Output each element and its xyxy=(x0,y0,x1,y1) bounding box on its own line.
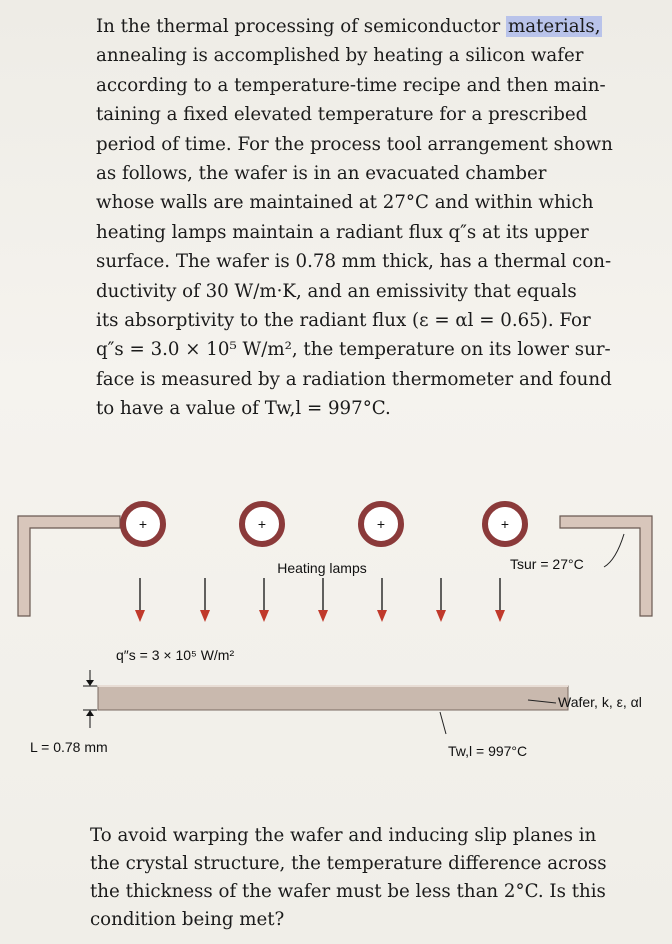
thickness-label: L = 0.78 mm xyxy=(30,739,108,755)
flux-arrowhead-2 xyxy=(200,610,210,622)
tsur-label: Tsur = 27°C xyxy=(510,556,584,572)
flux-arrowhead-3 xyxy=(259,610,269,622)
problem-line-7: whose walls are maintained at 27°C and within which xyxy=(96,192,594,214)
flux-label: q″s = 3 × 10⁵ W/m² xyxy=(116,647,235,663)
problem-line-1: In the thermal processing of semiconductor materials, xyxy=(96,16,601,37)
question-lines xyxy=(90,822,646,934)
lamp-plus-2: + xyxy=(257,516,267,532)
problem-line-11: its absorptivity to the radiant flux (ε = αl = 0.65). For xyxy=(96,310,591,332)
question-line-1: To avoid warping the wafer and inducing slip planes in xyxy=(90,825,597,846)
lamp-plus-4: + xyxy=(500,516,510,532)
question-statement xyxy=(90,822,646,934)
question-line-3: the thickness of the wafer must be less than 2°C. Is this xyxy=(90,881,606,902)
problem-line-5: period of time. For the process tool arrangement shown xyxy=(96,133,613,155)
problem-line-13: face is measured by a radiation thermometer and found xyxy=(96,368,612,390)
twl-label: Tw,l = 997°C xyxy=(448,743,528,759)
flux-arrowhead-6 xyxy=(436,610,446,622)
problem-line-14: to have a value of Tw,l = 997°C. xyxy=(96,398,391,420)
problem-line-8: heating lamps maintain a radiant flux q″s at its upper xyxy=(96,221,589,243)
problem-line-6: as follows, the wafer is in an evacuated chamber xyxy=(96,163,547,185)
question-line-2: the crystal structure, the temperature difference across xyxy=(90,853,607,874)
problem-line-2: annealing is accomplished by heating a silicon wafer xyxy=(96,45,584,67)
problem-line-10: ductivity of 30 W/m·K, and an emissivity that equals xyxy=(96,280,577,302)
twl-leader-line xyxy=(440,712,446,734)
selected-text-highlight[interactable]: materials, xyxy=(508,16,601,37)
flux-arrowhead-1 xyxy=(135,610,145,622)
chamber-wall-left xyxy=(18,516,120,616)
question-line-4: condition being met? xyxy=(90,909,285,930)
silicon-wafer xyxy=(98,686,568,710)
tsur-leader-line xyxy=(604,534,624,567)
problem-line-4: taining a fixed elevated temperature for a prescribed xyxy=(96,104,588,126)
flux-arrowhead-4 xyxy=(318,610,328,622)
lamp-plus-3: + xyxy=(376,516,386,532)
flux-arrowhead-5 xyxy=(377,610,387,622)
wafer-label: Wafer, k, ε, αl xyxy=(558,694,642,710)
lamp-plus-1: + xyxy=(138,516,148,532)
heating-lamps-label: Heating lamps xyxy=(277,560,367,576)
flux-arrowhead-7 xyxy=(495,610,505,622)
problem-line-3: according to a temperature-time recipe and then main- xyxy=(96,74,606,96)
radiant-flux-arrows xyxy=(135,578,505,622)
problem-line-12: q″s = 3.0 × 10⁵ W/m², the temperature on its lower sur- xyxy=(96,339,611,361)
problem-line-9: surface. The wafer is 0.78 mm thick, has a thermal con- xyxy=(96,251,612,273)
